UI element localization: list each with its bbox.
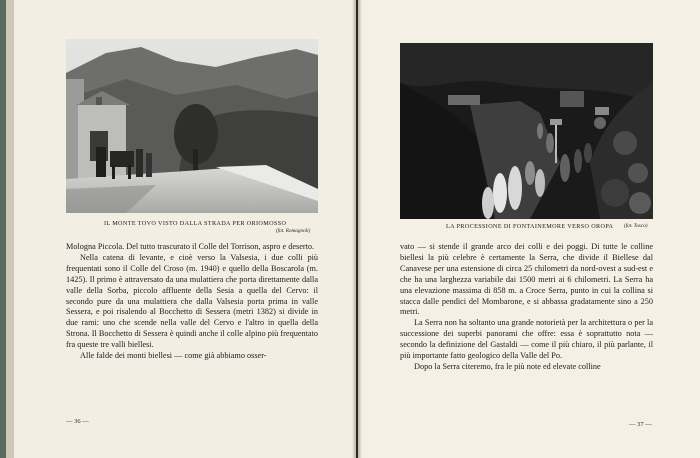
procession-photo — [400, 43, 653, 219]
photo-credit: (fot. Romagnoli) — [276, 228, 311, 234]
paragraph: vato — si stende il grande arco dei colli e dei poggi. Di tutte le colline biellesi la più celebre è certamente la Serra, che divide il Biellese dal Canavese per una estensione di circa 25 chilometri da nord-ovest a sud-est e che ha una larghezza variabile dai 1500 metri ai 6 chilometri. La Serra ha una elevazione massima di 858 m. a Croce Serra, punto in cui la collina si stacca dalle pendici del Mombarone, e si abbassa gradatamente sino a 250 metri. — [400, 242, 653, 317]
right-page — [358, 0, 700, 458]
paragraph: Mologna Piccola. Del tutto trascurato il Colle del Torrison, aspro e deserto. — [66, 242, 315, 251]
photo-monte-tovo — [66, 39, 318, 213]
book-edge — [0, 0, 14, 458]
page-number: — 37 — — [629, 421, 652, 428]
paragraph: Alle falde dei monti biellesi — come già abbiamo osser- — [80, 351, 267, 361]
paragraph: Dopo la Serra citeremo, fra le più note ed elevate colline — [414, 361, 601, 371]
right-body-text — [400, 242, 653, 373]
left-body-text — [66, 242, 318, 362]
left-page — [14, 0, 356, 458]
paragraph: Nella catena di levante, e cioè verso la Valsesia, i due colli più frequentati sono il Colle del Croso (m. 1940) e quello della Boscarola (m. 1425). Il primo è attraversato da una mulattiera che porta direttamente dalla valle della Sorba, piccolo affluente della Sesia a quella del Cervo: il secondo pure da una mulattiera che dalla Valsesia porta prima in valle Sessera, e poi risalendo al Bocchetto di Sessera (metri 1382) si divide in due rami: uno che scende nella valle del Cervo e l'altro in quella della Strona. Il Bocchetto di Sessera è quindi anche il colle alpino più frequentato fra queste tre valli biellesi. — [66, 252, 318, 350]
photo-caption: LA PROCESSIONE DI FONTAINEMORE VERSO OROPA — [446, 223, 614, 230]
photo-caption: IL MONTE TOVO VISTO DALLA STRADA PER ORIOMOSSO — [104, 220, 287, 227]
paragraph: La Serra non ha soltanto una grande notorietà per la architettura o per la successione dei superbi panorami che offre: essa è soprattutto nota — secondo la definizione del Gastaldi — come il più chiaro, il più parlante, il più importante fatto geologico della Valle del Po. — [400, 318, 653, 361]
photo-credit: (fot. Tosco) — [624, 223, 648, 229]
book-gutter — [352, 0, 362, 458]
page-number: — 36 — — [66, 418, 89, 425]
photo-processione — [400, 43, 653, 219]
landscape-photo — [66, 39, 318, 213]
